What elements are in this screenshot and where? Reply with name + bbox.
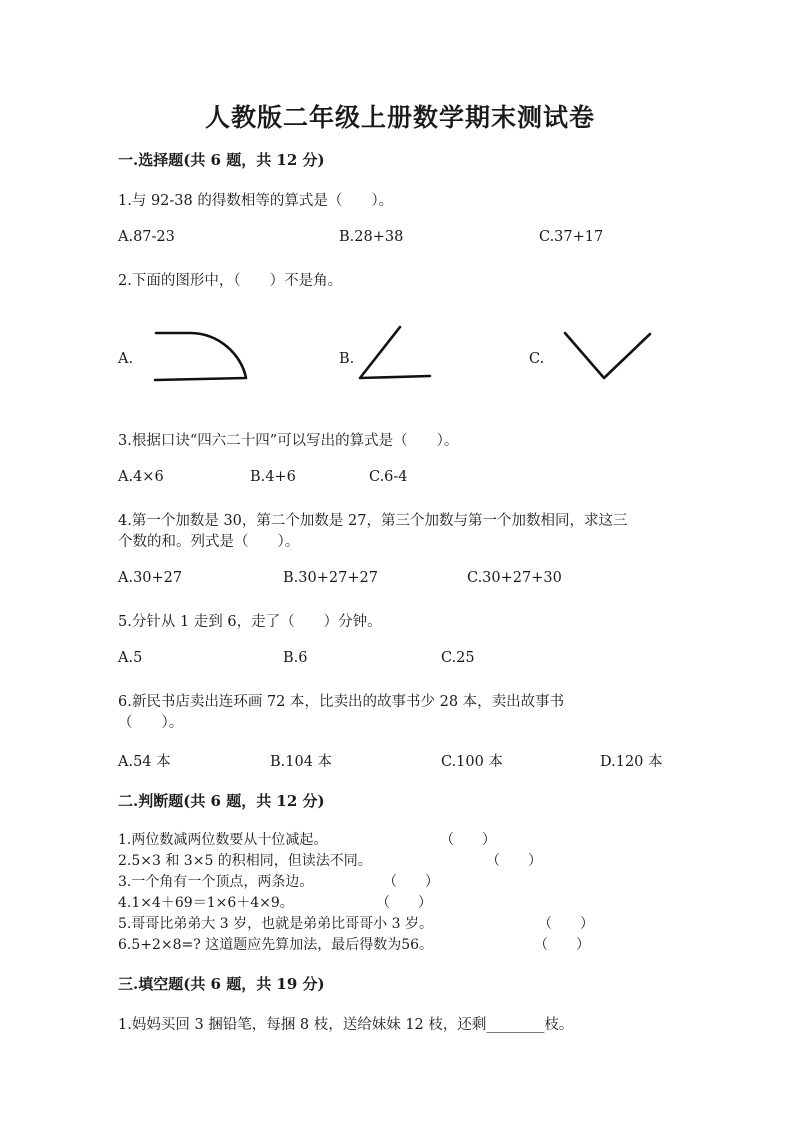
question-6-line2: （ ）。 <box>118 715 184 731</box>
judge-item-6: 6.5+2×8=? 这道题应先算加法，最后得数为56。 <box>118 937 434 953</box>
question-3: 3.根据口诀“四六二十四”可以写出的算式是（ ）。 <box>118 433 459 449</box>
judge-item-1: 1.两位数减两位数要从十位减起。 <box>118 832 328 848</box>
question-6-line1: 6.新民书店卖出连环画 72 本，比卖出的故事书少 28 本，卖出故事书 <box>118 694 565 710</box>
option-6b: B.104 本 <box>270 754 333 770</box>
judge-item-5: 5.哥哥比弟弟大 3 岁，也就是弟弟比哥哥小 3 岁。 <box>118 916 433 932</box>
question-4-line2: 个数的和。列式是（ ）。 <box>118 534 300 550</box>
judge-bracket-6[interactable]: （ ） <box>534 937 590 953</box>
judge-item-3: 3.一个角有一个顶点，两条边。 <box>118 874 314 890</box>
option-6c: C.100 本 <box>441 754 503 770</box>
judge-bracket-5[interactable]: （ ） <box>538 916 594 932</box>
section-heading-choice: 一.选择题(共 6 题，共 12 分) <box>118 151 325 169</box>
option-4c: C.30+27+30 <box>467 570 562 586</box>
judge-bracket-1[interactable]: （ ） <box>440 832 496 848</box>
option-2b: B. <box>339 351 355 367</box>
option-1a: A.87-23 <box>118 229 175 245</box>
option-5c: C.25 <box>441 650 475 666</box>
option-2c: C. <box>529 351 545 367</box>
arc-shape-icon <box>150 328 250 384</box>
question-4-line1: 4.第一个加数是 30，第二个加数是 27，第三个加数与第一个加数相同，求这三 <box>118 513 628 529</box>
judge-item-4: 4.1×4＋69＝1×6＋4×9。 <box>118 895 294 911</box>
v-shape-icon <box>562 330 654 382</box>
section-heading-judge: 二.判断题(共 6 题，共 12 分) <box>118 792 325 810</box>
judge-bracket-4[interactable]: （ ） <box>376 895 432 911</box>
option-2a: A. <box>118 351 134 367</box>
option-5a: A.5 <box>118 650 143 666</box>
section-heading-fill: 三.填空题(共 6 题，共 19 分) <box>118 975 325 993</box>
angle-shape-icon <box>354 323 436 383</box>
option-5b: B.6 <box>283 650 308 666</box>
option-6d: D.120 本 <box>600 754 663 770</box>
question-1: 1.与 92-38 的得数相等的算式是（ ）。 <box>118 193 394 209</box>
option-6a: A.54 本 <box>118 754 171 770</box>
option-3b: B.4+6 <box>250 469 296 485</box>
page-title: 人教版二年级上册数学期末测试卷 <box>204 103 595 132</box>
question-2: 2.下面的图形中，（ ）不是角。 <box>118 273 343 289</box>
question-5: 5.分针从 1 走到 6，走了（ ）分钟。 <box>118 614 382 630</box>
judge-item-2: 2.5×3 和 3×5 的积相同，但读法不同。 <box>118 853 372 869</box>
option-3a: A.4×6 <box>118 469 164 485</box>
judge-bracket-2[interactable]: （ ） <box>486 853 542 869</box>
option-4a: A.30+27 <box>118 570 183 586</box>
fill-question-1: 1.妈妈买回 3 捆铅笔，每捆 8 枝，送给妹妹 12 枝，还剩________枝。 <box>118 1017 574 1033</box>
option-4b: B.30+27+27 <box>283 570 378 586</box>
option-3c: C.6-4 <box>369 469 408 485</box>
option-1c: C.37+17 <box>539 229 604 245</box>
option-1b: B.28+38 <box>339 229 404 245</box>
judge-bracket-3[interactable]: （ ） <box>383 874 439 890</box>
